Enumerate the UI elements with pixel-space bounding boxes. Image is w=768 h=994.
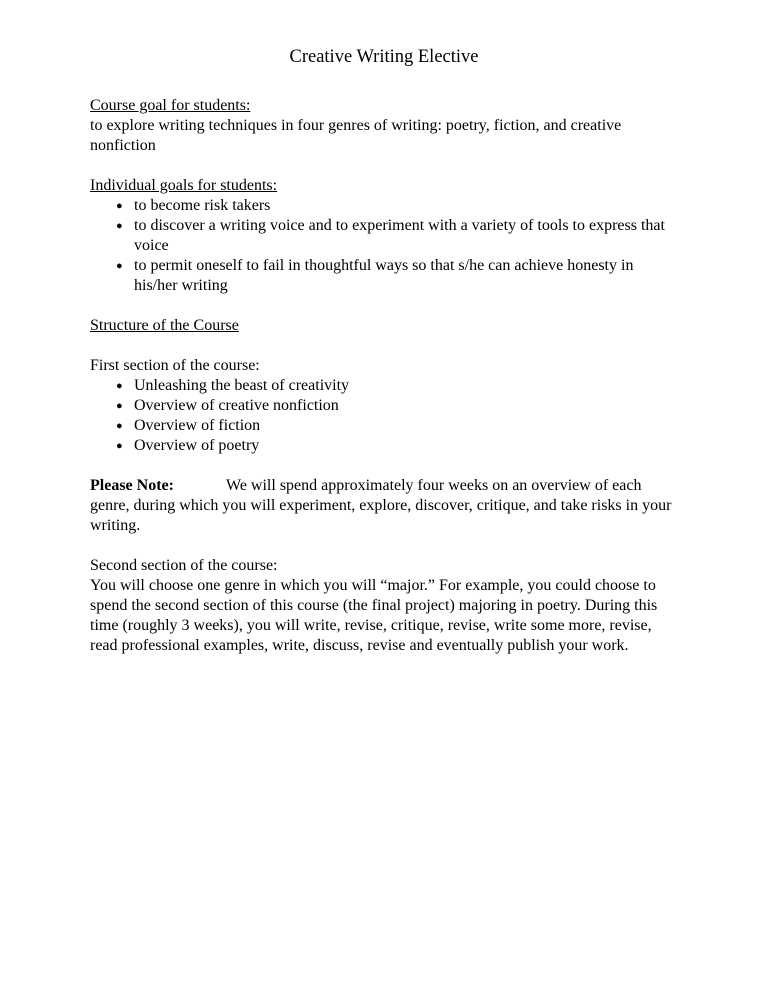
list-item: [116, 436, 678, 456]
list-item: [116, 196, 678, 216]
first-section-heading: First section of the course:: [90, 357, 260, 374]
bullet-icon: ●: [116, 420, 123, 432]
spacer: [90, 536, 678, 556]
spacer: [90, 156, 678, 176]
individual-goals-list: [90, 196, 678, 296]
list-item-text: to become risk takers: [134, 197, 271, 214]
list-item-text: Overview of poetry: [134, 437, 260, 454]
list-item-text: Overview of fiction: [134, 417, 261, 434]
bullet-icon: ●: [116, 380, 123, 392]
list-item: [116, 396, 678, 416]
please-note-text: We will spend approximately four weeks on an overview of each genre, during which you will experiment, explore, discover, critique, and take risks in your writing.: [90, 477, 672, 534]
list-item: [116, 376, 678, 396]
individual-goals-heading: Individual goals for students:: [90, 177, 278, 194]
second-section-text: You will choose one genre in which you will “major.” For example, you could choose to spend the second section of this course (the final project) majoring in poetry. During this time (roughly 3 weeks), you will write, revise, critique, revise, write some more, revise, read professional examples, write, discuss, revise and eventually publish your work.: [90, 577, 658, 654]
spacer: [90, 336, 678, 356]
document-title: Creative Writing Elective: [289, 47, 479, 67]
individual-goals-section: [90, 176, 678, 296]
please-note-label: Please Note:: [90, 477, 174, 494]
bullet-icon: ●: [116, 260, 123, 272]
list-item-text: Overview of creative nonfiction: [134, 397, 339, 414]
bullet-icon: ●: [116, 200, 123, 212]
list-item: [116, 416, 678, 436]
course-goal-heading: Course goal for students:: [90, 97, 251, 114]
course-goal-text: to explore writing techniques in four genres of writing: poetry, fiction, and creative nonfiction: [90, 117, 622, 154]
bullet-icon: ●: [116, 440, 123, 452]
list-item-text: to discover a writing voice and to experiment with a variety of tools to express that voice: [134, 217, 665, 254]
bullet-icon: ●: [116, 400, 123, 412]
bullet-icon: ●: [116, 220, 123, 232]
structure-heading: Structure of the Course: [90, 317, 239, 334]
list-item-text: Unleashing the beast of creativity: [134, 377, 350, 394]
list-item-text: to permit oneself to fail in thoughtful ways so that s/he can achieve honesty in his/her writing: [134, 257, 634, 294]
please-note-paragraph: [90, 476, 678, 536]
list-item: [116, 256, 678, 296]
first-section-list: [90, 376, 678, 456]
course-goal-section: [90, 96, 678, 156]
first-section: [90, 356, 678, 456]
second-section-heading: Second section of the course:: [90, 557, 278, 574]
second-section: [90, 556, 678, 656]
spacer: [90, 296, 678, 316]
list-item: [116, 216, 678, 256]
spacer: [90, 456, 678, 476]
